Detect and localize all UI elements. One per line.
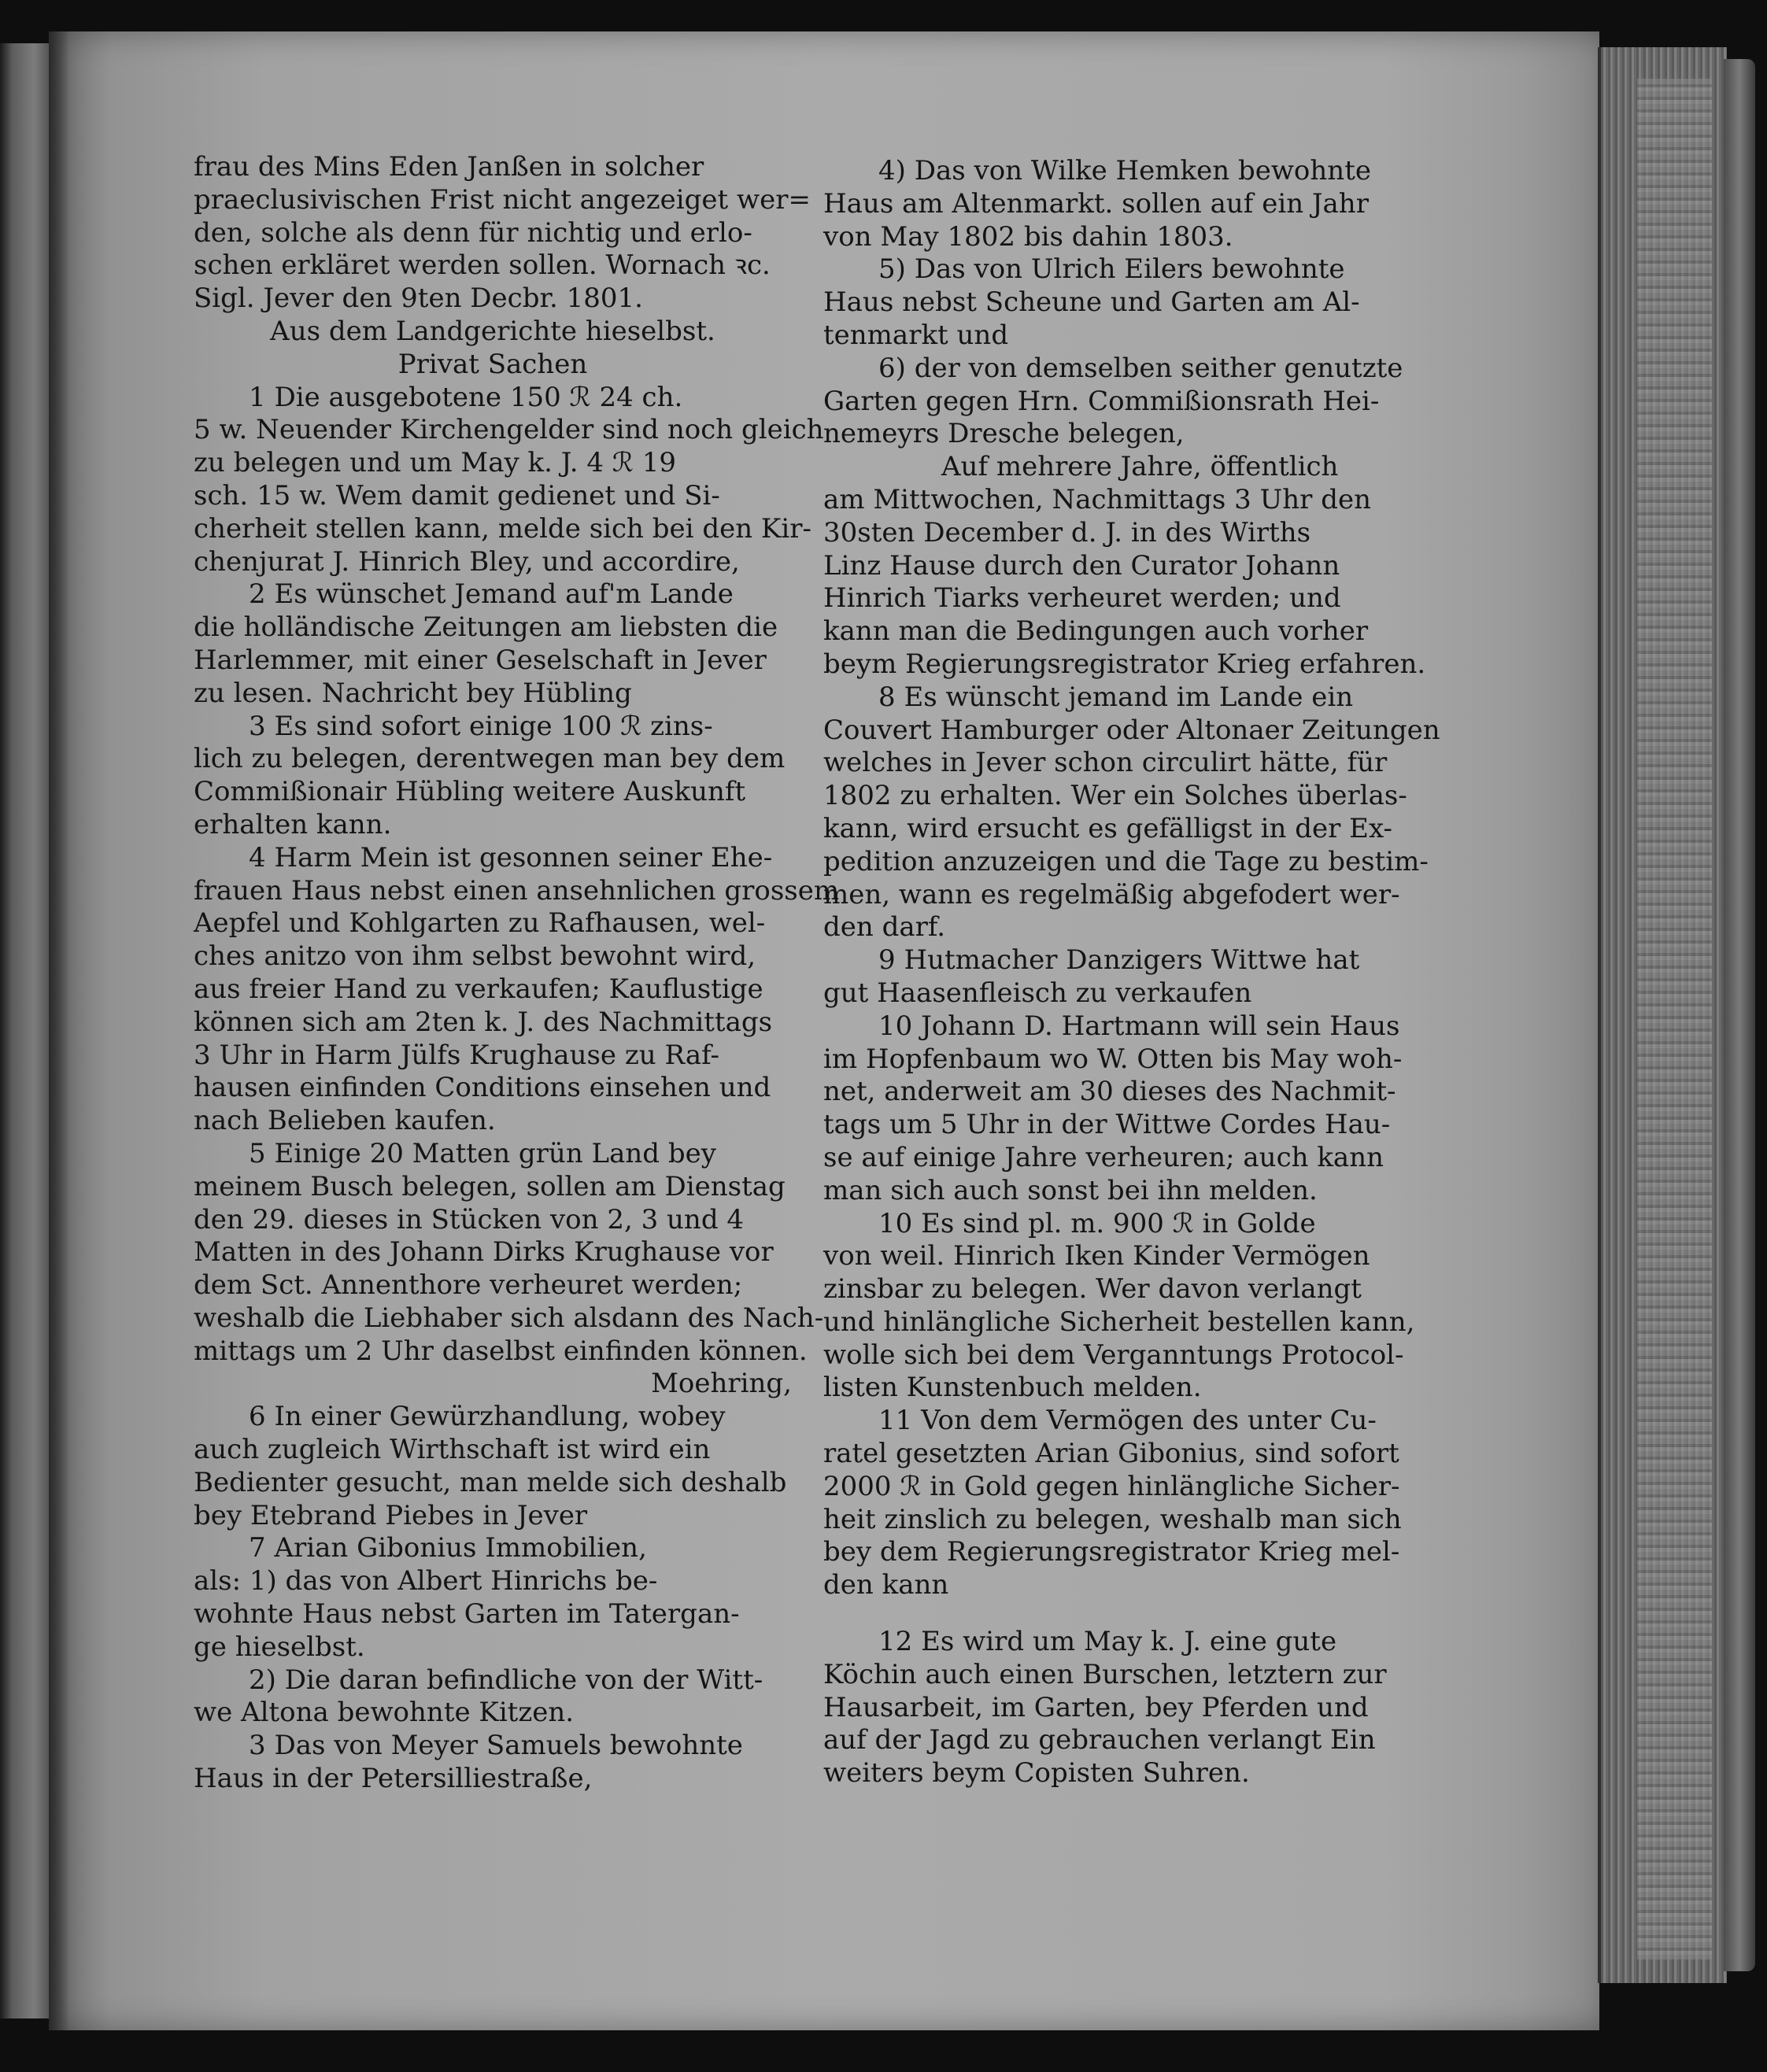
text-line: 30sten December d. J. in des Wirths — [823, 516, 1311, 548]
text-line: dem Sct. Annenthore verheuret werden; — [194, 1269, 743, 1302]
text-line: Sigl. Jever den 9ten Decbr. 1801. — [194, 283, 643, 315]
text-line: Matten in des Johann Dirks Krughause vor — [194, 1236, 774, 1269]
text-line: 2000 ℛ in Gold gegen hinlängliche Sicher- — [823, 1470, 1400, 1502]
page-gutter-shadow — [49, 31, 69, 2030]
text-line: schen erkläret werden sollen. Wornach ꝛc. — [194, 249, 771, 282]
text-line: Auf mehrere Jahre, öffentlich — [941, 451, 1339, 483]
text-line: net, anderweit am 30 dieses des Nachmit- — [823, 1076, 1396, 1108]
text-line: 7 Arian Gibonius Immobilien, — [249, 1532, 647, 1564]
text-line: 6 In einer Gewürzhandlung, wobey — [249, 1401, 726, 1433]
text-line: zu lesen. Nachricht bey Hübling — [194, 677, 632, 709]
text-line: chenjurat J. Hinrich Bley, und accordire, — [194, 545, 740, 578]
text-line: wolle sich bei dem Verganntungs Protocol- — [823, 1339, 1404, 1371]
text-line: tags um 5 Uhr in der Wittwe Cordes Hau- — [823, 1109, 1391, 1141]
text-line: 11 Von dem Vermögen des unter Cu- — [878, 1405, 1377, 1437]
text-line: Haus nebst Scheune und Garten am Al- — [823, 286, 1360, 319]
text-line: kann, wird ersucht es gefälligst in der Ex- — [823, 812, 1393, 844]
text-line: 3 Das von Meyer Samuels bewohnte — [249, 1730, 743, 1762]
text-line: man sich auch sonst bei ihn melden. — [823, 1174, 1318, 1206]
text-line: 5) Das von Ulrich Eilers bewohnte — [878, 253, 1345, 286]
text-line: pedition anzuzeigen und die Tage zu bestim- — [823, 845, 1429, 877]
text-line: 4 Harm Mein ist gesonnen seiner Ehe- — [249, 841, 773, 873]
text-line: praeclusivischen Frist nicht angezeiget wer= — [194, 183, 811, 216]
text-line: Garten gegen Hrn. Commißionsrath Hei- — [823, 385, 1380, 417]
text-line: am Mittwochen, Nachmittags 3 Uhr den — [823, 483, 1372, 515]
text-line: auch zugleich Wirthschaft ist wird ein — [194, 1434, 711, 1466]
text-line: ge hieselbst. — [194, 1631, 365, 1663]
text-line: beym Regierungsregistrator Krieg erfahren. — [823, 648, 1426, 680]
text-line: Aepfel und Kohlgarten zu Rafhausen, wel- — [194, 907, 766, 940]
text-line: wohnte Haus nebst Garten im Tatergan- — [194, 1598, 740, 1631]
text-line: bey Etebrand Piebes in Jever — [194, 1499, 588, 1531]
text-line: den 29. dieses in Stücken von 2, 3 und 4 — [194, 1203, 745, 1235]
text-line: auf der Jagd zu gebrauchen verlangt Ein — [823, 1724, 1376, 1756]
text-line: 10 Johann D. Hartmann will sein Haus — [878, 1010, 1400, 1042]
text-line: Hausarbeit, im Garten, bey Pferden und — [823, 1691, 1369, 1723]
text-line: Couvert Hamburger oder Altonaer Zeitungen — [823, 714, 1440, 746]
text-line: 1802 zu erhalten. Wer ein Solches überlas- — [823, 780, 1407, 812]
text-line: Hinrich Tiarks verheuret werden; und — [823, 582, 1341, 615]
text-line: gut Haasenfleisch zu verkaufen — [823, 977, 1252, 1009]
paragraph-gap — [823, 1602, 1390, 1626]
text-line: zu belegen und um May k. J. 4 ℛ 19 — [194, 447, 676, 479]
text-line: 3 Es sind sofort einige 100 ℛ zins- — [249, 710, 713, 742]
text-line: im Hopfenbaum wo W. Otten bis May woh- — [823, 1043, 1403, 1075]
text-line: die holländische Zeitungen am liebsten die — [194, 611, 778, 644]
text-line: men, wann es regelmäßig abgefodert wer- — [823, 878, 1400, 910]
text-line: 9 Hutmacher Danzigers Wittwe hat — [878, 944, 1360, 977]
text-line: von May 1802 bis dahin 1803. — [823, 220, 1233, 253]
text-line: mittags um 2 Uhr daselbst einfinden können. — [194, 1335, 808, 1367]
text-line: aus freier Hand zu verkaufen; Kauflustige — [194, 973, 763, 1005]
text-line: frauen Haus nebst einen ansehnlichen grossem — [194, 874, 840, 907]
text-line: Bedienter gesucht, man melde sich deshalb — [194, 1466, 787, 1498]
text-line: we Altona bewohnte Kitzen. — [194, 1697, 575, 1729]
text-line: 10 Es sind pl. m. 900 ℛ in Golde — [878, 1207, 1316, 1239]
text-line: ratel gesetzten Arian Gibonius, sind sofort — [823, 1438, 1399, 1470]
text-line: 6) der von demselben seither genutzte — [878, 352, 1403, 384]
text-line: 2) Die daran befindliche von der Witt- — [249, 1664, 763, 1696]
text-line: erhalten kann. — [194, 808, 392, 840]
text-line: weshalb die Liebhaber sich alsdann des Nach- — [194, 1302, 824, 1334]
text-line: Linz Hause durch den Curator Johann — [823, 549, 1340, 582]
text-line: Commißionair Hübling weitere Auskunft — [194, 776, 746, 808]
text-line: zinsbar zu belegen. Wer davon verlangt — [823, 1273, 1362, 1306]
section-heading: Aus dem Landgerichte hieselbst. — [270, 315, 715, 347]
text-line: 8 Es wünscht jemand im Lande ein — [878, 681, 1354, 713]
text-line: können sich am 2ten k. J. des Nachmittags — [194, 1006, 773, 1038]
signature-line: Moehring, — [651, 1368, 792, 1400]
text-line: 4) Das von Wilke Hemken bewohnte — [878, 155, 1371, 187]
text-line: 5 Einige 20 Matten grün Land bey — [249, 1137, 716, 1169]
text-line: 12 Es wird um May k. J. eine gute — [878, 1626, 1337, 1658]
facing-page-edge — [0, 43, 49, 2018]
text-line: frau des Mins Eden Janßen in solcher — [194, 151, 704, 183]
section-heading: Privat Sachen — [397, 348, 588, 380]
text-line: se auf einige Jahre verheuren; auch kann — [823, 1141, 1384, 1173]
text-line: Harlemmer, mit einer Geselschaft in Jever — [194, 644, 767, 676]
text-line: den, solche als denn für nichtig und erlo- — [194, 216, 752, 249]
text-line: nach Belieben kaufen. — [194, 1105, 496, 1137]
text-line: heit zinslich zu belegen, weshalb man sich — [823, 1503, 1402, 1535]
text-line: lich zu belegen, derentwegen man bey dem — [194, 743, 786, 775]
text-line: meinem Busch belegen, sollen am Dienstag — [194, 1170, 786, 1202]
text-line: Haus am Altenmarkt. sollen auf ein Jahr — [823, 187, 1369, 220]
text-line: von weil. Hinrich Iken Kinder Vermögen — [823, 1240, 1370, 1272]
left-text-column — [194, 151, 840, 1796]
text-line: sch. 15 w. Wem damit gedienet und Si- — [194, 479, 720, 512]
text-line: 3 Uhr in Harm Jülfs Krughause zu Raf- — [194, 1039, 719, 1071]
text-line: den darf. — [823, 911, 946, 944]
text-line: Haus in der Petersilliestraße, — [194, 1763, 593, 1795]
text-line: als: 1) das von Albert Hinrichs be- — [194, 1565, 658, 1597]
book-cover-edge — [1724, 59, 1755, 1971]
text-line: und hinlängliche Sicherheit bestellen kann, — [823, 1306, 1415, 1338]
right-text-column — [823, 155, 1440, 1790]
text-line: 5 w. Neuender Kirchengelder sind noch gleich — [194, 414, 824, 446]
text-line: weiters beym Copisten Suhren. — [823, 1757, 1250, 1789]
page-stack-texture — [1637, 79, 1712, 1959]
text-line: hausen einfinden Conditions einsehen und — [194, 1072, 771, 1104]
text-line: listen Kunstenbuch melden. — [823, 1372, 1202, 1404]
text-line: bey dem Regierungsregistrator Krieg mel- — [823, 1536, 1400, 1568]
text-line: cherheit stellen kann, melde sich bei den Kir- — [194, 512, 811, 545]
text-line: 1 Die ausgebotene 150 ℛ 24 ch. — [249, 381, 683, 413]
text-line: kann man die Bedingungen auch vorher — [823, 615, 1369, 648]
text-line: den kann — [823, 1569, 949, 1601]
text-line: ches anitzo von ihm selbst bewohnt wird, — [194, 940, 756, 973]
text-line: nemeyrs Dresche belegen, — [823, 418, 1185, 450]
text-line: Köchin auch einen Burschen, letztern zur — [823, 1658, 1387, 1690]
text-line: welches in Jever schon circulirt hätte, für — [823, 747, 1388, 779]
text-line: tenmarkt und — [823, 319, 1009, 351]
text-line: 2 Es wünschet Jemand auf'm Lande — [249, 578, 734, 611]
